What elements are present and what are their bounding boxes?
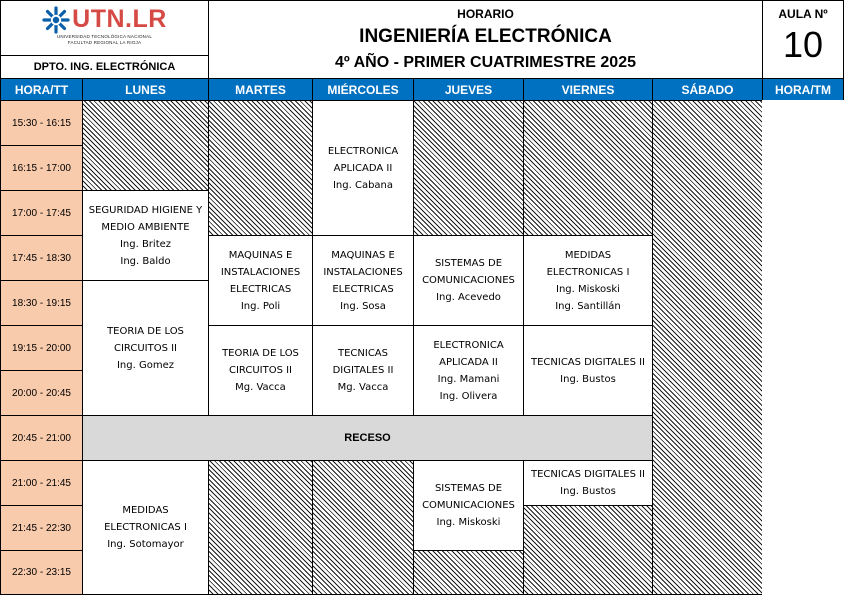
- logo: [42, 5, 167, 34]
- column-sabado: [652, 78, 763, 101]
- time-slot: [0, 145, 83, 191]
- subject-line: SISTEMAS DE: [434, 483, 503, 494]
- subject-line: MEDIDAS: [564, 249, 612, 261]
- column-jueves: [413, 78, 524, 101]
- free-slot: [523, 100, 653, 236]
- subject-line: MEDIDAS: [122, 505, 169, 516]
- classroom-label: AULA Nº: [778, 7, 828, 21]
- time-slot: [0, 325, 83, 371]
- class-block-martes-teoria: [208, 325, 313, 416]
- time-slot: [0, 235, 83, 281]
- subject-line: APLICADA II: [333, 162, 393, 174]
- free-slot: [208, 460, 313, 595]
- time-slot-label: 18:30 - 19:15: [12, 297, 71, 309]
- utn-logo-icon: [42, 6, 70, 34]
- time-slot-label: 21:45 - 22:30: [12, 522, 71, 534]
- time-slot: [0, 460, 83, 506]
- time-slot-label: 17:45 - 18:30: [12, 252, 71, 264]
- teacher-name: Ing. Santillán: [555, 300, 621, 312]
- department-box: [0, 55, 209, 79]
- class-block-martes-maquinas: [208, 235, 313, 326]
- schedule-label: HORARIO: [457, 7, 514, 21]
- hora-tm-column: [762, 100, 844, 595]
- class-block-viernes-medidas: [523, 235, 653, 326]
- subject-line: TECNICAS: [337, 348, 388, 359]
- class-block-jueves-sistemas: [413, 235, 524, 326]
- teacher-name: Ing. Bustos: [560, 486, 616, 497]
- class-block-miercoles-maquinas: [312, 235, 414, 326]
- teacher-name: Mg. Vacca: [337, 382, 389, 393]
- department-label: DPTO. ING. ELECTRÓNICA: [33, 61, 176, 73]
- subject-line: COMUNICACIONES: [422, 500, 515, 511]
- page-title: INGENIERÍA ELECTRÓNICA: [359, 26, 612, 47]
- time-slot: [0, 280, 83, 326]
- free-slot: [413, 550, 524, 595]
- time-slot: [0, 370, 83, 416]
- column-lunes-label: LUNES: [125, 82, 166, 97]
- teacher-name: Ing. Britez: [119, 238, 172, 250]
- time-slot: [0, 100, 83, 146]
- free-slot-sabado: [652, 100, 763, 595]
- class-block-viernes-tecnicas-2: [523, 460, 653, 506]
- time-slot: [0, 505, 83, 551]
- column-hora-tm-label: HORA/TM: [775, 82, 831, 97]
- time-slot-label: 19:15 - 20:00: [12, 342, 71, 354]
- time-slot-label: 15:30 - 16:15: [12, 117, 71, 129]
- title-box: [208, 0, 763, 79]
- class-block-lunes-seguridad: [82, 190, 209, 281]
- class-block-jueves-electronica: [413, 325, 524, 416]
- time-slot: [0, 550, 83, 595]
- column-viernes: [523, 78, 653, 101]
- logo-box: [0, 0, 209, 56]
- time-slot-label: 16:15 - 17:00: [12, 162, 71, 174]
- subject-line: CIRCUITOS II: [228, 365, 293, 376]
- subject-line: DIGITALES II: [332, 365, 394, 376]
- teacher-name: Ing. Acevedo: [436, 292, 501, 303]
- subject-line: ELECTRONICA: [327, 145, 399, 157]
- class-block-viernes-tecnicas: [523, 325, 653, 416]
- free-slot: [208, 100, 313, 236]
- logo-line-2: FACULTAD REGIONAL LA RIOJA: [67, 40, 142, 45]
- subject-line: MAQUINAS E: [331, 249, 395, 261]
- column-lunes: [82, 78, 209, 101]
- teacher-name: Ing. Miskoski: [556, 283, 620, 295]
- subject-line: TEORIA DE LOS: [107, 325, 184, 337]
- recess-label: RECESO: [344, 432, 391, 444]
- column-martes: [208, 78, 313, 101]
- teacher-name: Ing. Olivera: [439, 390, 498, 402]
- subject-line: TEORIA DE LOS: [222, 348, 299, 359]
- page-subtitle: 4º AÑO - PRIMER CUATRIMESTRE 2025: [335, 54, 636, 71]
- teacher-name: Ing. Sosa: [340, 300, 386, 312]
- subject-line: COMUNICACIONES: [422, 275, 515, 286]
- subject-line: MAQUINAS E: [228, 249, 293, 261]
- subject-line: TECNICAS DIGITALES II: [530, 356, 646, 368]
- subject-line: ELECTRONICA: [433, 339, 504, 351]
- free-slot: [82, 100, 209, 191]
- subject-line: ELECTRICAS: [229, 283, 292, 295]
- teacher-name: Ing. Mamani: [437, 373, 500, 385]
- subject-line: APLICADA II: [439, 356, 498, 368]
- free-slot: [523, 505, 653, 595]
- free-slot: [413, 100, 524, 236]
- column-hora-tt-label: HORA/TT: [14, 82, 69, 97]
- class-block-jueves-sistemas-2: [413, 460, 524, 551]
- class-block-miercoles-tecnicas: [312, 325, 414, 416]
- column-hora-tt: [0, 78, 83, 101]
- teacher-name: Ing. Miskoski: [436, 517, 501, 528]
- free-slot: [312, 460, 414, 595]
- time-slot-label: 21:00 - 21:45: [12, 477, 71, 489]
- class-block-lunes-teoria: [82, 280, 209, 416]
- subject-line: TECNICAS DIGITALES II: [530, 469, 646, 480]
- teacher-name: Ing. Baldo: [120, 255, 171, 267]
- teacher-name: Ing. Poli: [240, 300, 281, 312]
- subject-line: ELECTRONICAS I: [104, 522, 187, 533]
- column-miercoles-label: MIÉRCOLES: [327, 82, 399, 97]
- subject-line: INSTALACIONES: [323, 266, 403, 278]
- subject-line: SEGURIDAD HIGIENE Y: [88, 204, 203, 216]
- subject-line: INSTALACIONES: [220, 266, 301, 278]
- subject-line: MEDIO AMBIENTE: [101, 221, 190, 233]
- subject-line: ELECTRICAS: [332, 283, 394, 295]
- teacher-name: Ing. Sotomayor: [107, 539, 184, 550]
- logo-line-1: UNIVERSIDAD TECNOLÓGICA NACIONAL: [56, 34, 153, 39]
- subject-line: CIRCUITOS II: [113, 342, 178, 354]
- time-slot-label: 22:30 - 23:15: [12, 567, 71, 578]
- class-block-lunes-medidas: [82, 460, 209, 595]
- time-slot-label: 17:00 - 17:45: [12, 207, 71, 219]
- teacher-name: Ing. Gomez: [116, 359, 174, 371]
- time-slot: [0, 190, 83, 236]
- teacher-name: Mg. Vacca: [235, 382, 286, 393]
- time-slot: [0, 415, 83, 461]
- teacher-name: Ing. Bustos: [560, 373, 616, 385]
- time-slot-label: 20:00 - 20:45: [12, 387, 71, 399]
- logo-text: UTN.LR: [72, 5, 167, 33]
- column-sabado-label: SÁBADO: [681, 82, 734, 97]
- classroom-box: [762, 0, 844, 79]
- classroom-number: 10: [782, 24, 824, 65]
- column-hora-tm: [762, 78, 844, 101]
- column-martes-label: MARTES: [235, 82, 286, 97]
- teacher-name: Ing. Cabana: [332, 179, 394, 191]
- column-jueves-label: JUEVES: [444, 82, 493, 97]
- time-slot-label: 20:45 - 21:00: [12, 432, 71, 444]
- column-miercoles: [312, 78, 414, 101]
- subject-line: SISTEMAS DE: [434, 258, 503, 269]
- class-block-miercoles-electronica: [312, 100, 414, 236]
- column-viernes-label: VIERNES: [561, 82, 615, 97]
- subject-line: ELECTRONICAS I: [546, 266, 630, 278]
- recess-row: [82, 415, 653, 461]
